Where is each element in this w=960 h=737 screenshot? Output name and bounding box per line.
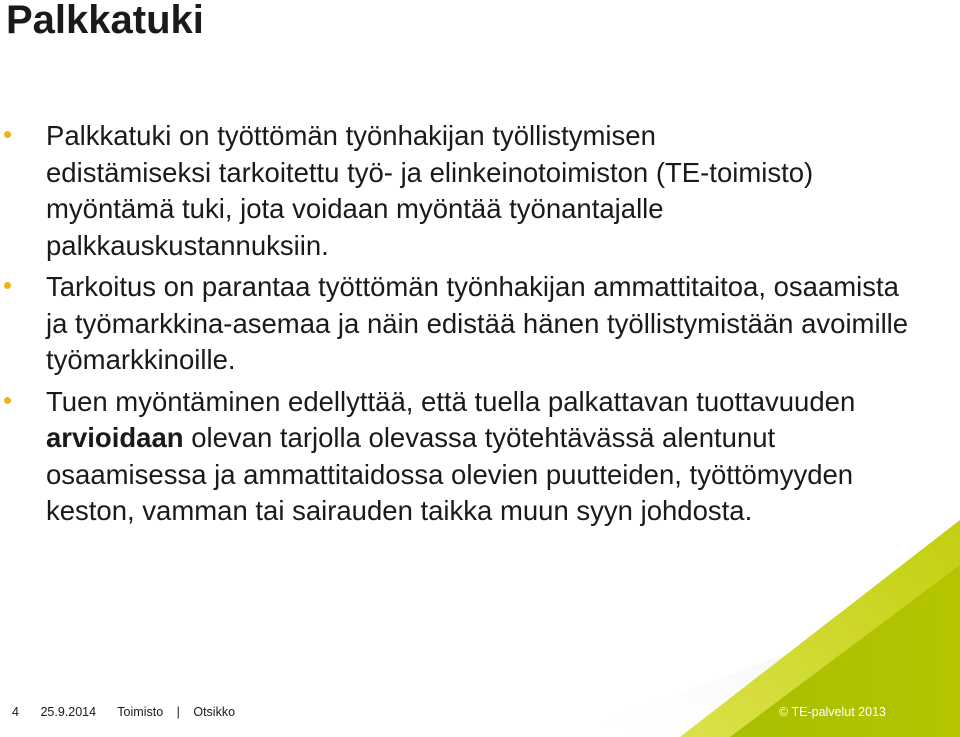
- bullet-text: Palkkatuki on työttömän työnhakijan työllistymisen edistämiseksi tarkoitettu työ- ja elinkeinotoimiston (TE-toimisto) myöntämä tuki, jota voidaan myöntää työnantajalle palkkauskustannuksiin.: [46, 120, 814, 261]
- bullet-item: [0, 384, 926, 530]
- bullet-text: Tarkoitus on parantaa työttömän työnhakijan ammattitaitoa, osaamista ja työmarkkina-asemaa ja näin edistää hänen työllistymistään avoimille työmarkkinoille.: [46, 271, 909, 375]
- bullet-item: [0, 118, 926, 264]
- footer-section: Otsikko: [193, 705, 236, 719]
- bullet-item: [0, 269, 926, 379]
- footer-left: [12, 705, 253, 719]
- bullet-text: [46, 384, 926, 530]
- footer-copyright: © TE-palvelut 2013: [779, 705, 886, 719]
- footer-office: Toimisto: [117, 705, 164, 719]
- footer-date: 25.9.2014: [40, 705, 97, 719]
- slide-title: Palkkatuki: [6, 0, 204, 42]
- bullet-text-bold: arvioidaan: [46, 422, 184, 453]
- bullet-dot-icon: [4, 131, 11, 138]
- page-number: 4: [12, 705, 19, 719]
- bullet-dot-icon: [4, 397, 11, 404]
- bullet-list: [0, 118, 926, 530]
- footer-separator: |: [176, 705, 180, 719]
- bullet-dot-icon: [4, 282, 11, 289]
- bullet-text-part: Tuen myöntäminen edellyttää, että tuella palkattavan tuottavuuden: [46, 385, 856, 417]
- bullet-text-part: olevan tarjolla olevassa työtehtävässä alentunut osaamisessa ja ammattitaidossa olevien puutteiden, työttömyyden keston, vamman tai sairauden taikka muun syyn johdosta.: [46, 422, 854, 526]
